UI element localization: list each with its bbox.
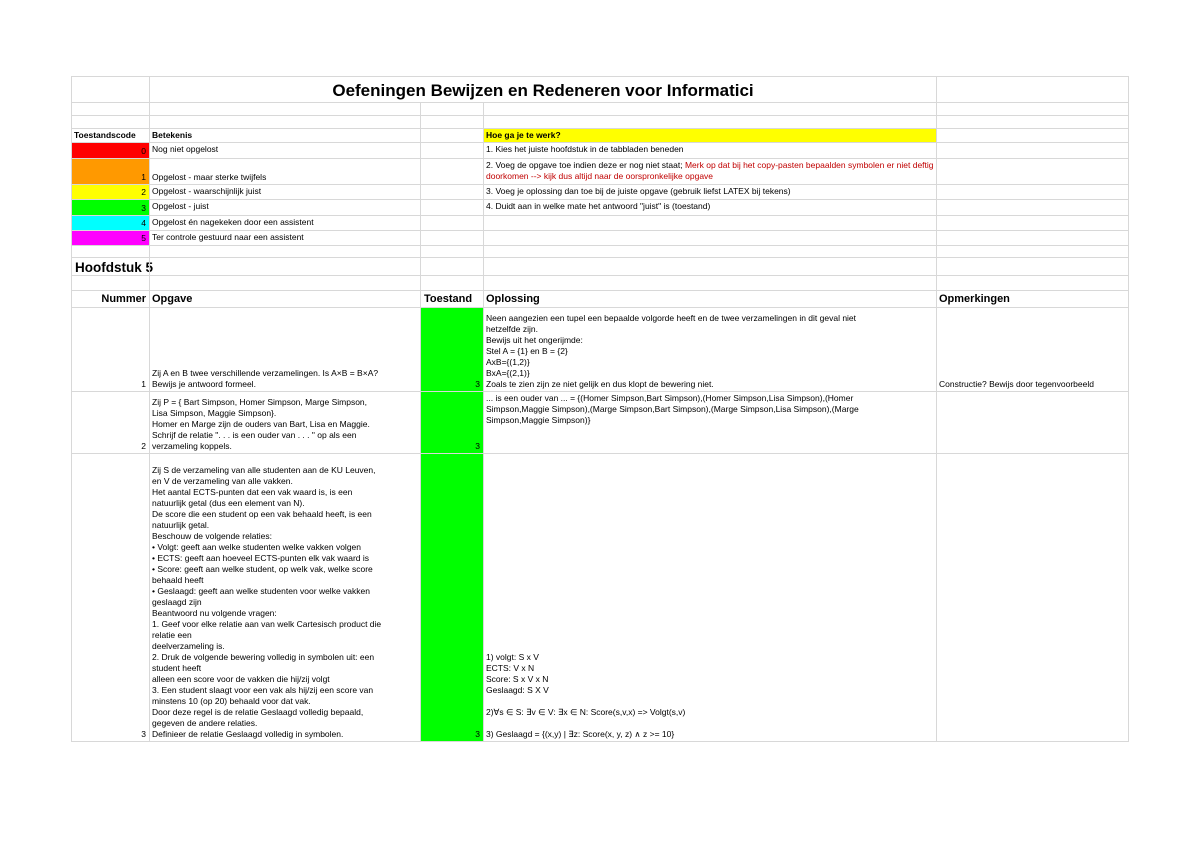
empty-row [71, 246, 1129, 258]
howto-step-2-text: 2. Voeg de opgave toe indien deze er nog niet staat; [486, 160, 685, 170]
exercise-remark[interactable] [936, 454, 1129, 741]
legend-row-5 [71, 231, 1129, 246]
exercise-remark: Constructie? Bewijs door tegenvoorbeeld [939, 379, 1094, 389]
howto-step-4[interactable]: 4. Duidt aan in welke mate het antwoord "juist" is (toestand) [483, 200, 936, 215]
status-code: 5 [141, 233, 146, 243]
column-header-row [71, 291, 1129, 308]
exercise-status-cell[interactable] [420, 454, 483, 741]
column-header-opmerkingen[interactable] [936, 291, 1129, 307]
exercise-question-cell[interactable] [149, 308, 420, 391]
legend-row-2 [71, 185, 1129, 200]
chapter-row [71, 258, 1129, 276]
status-swatch-magenta[interactable] [71, 231, 149, 245]
status-meaning: Opgelost - maar sterke twijfels [152, 172, 267, 182]
status-code: 4 [141, 218, 146, 228]
column-header-label: Nummer [101, 293, 146, 305]
status-meaning[interactable]: Opgelost - waarschijnlijk juist [149, 185, 420, 199]
exercise-question: Zij A en B twee verschillende verzamelingen. Is A×B = B×A? Bewijs je antwoord formeel. [152, 368, 379, 389]
exercise-number-cell[interactable] [71, 392, 149, 453]
status-meaning[interactable]: Nog niet opgelost [149, 143, 420, 158]
column-header-toestand[interactable] [420, 291, 483, 307]
column-header-label: Toestand [424, 293, 473, 305]
status-swatch-red[interactable] [71, 143, 149, 158]
status-swatch-cyan[interactable] [71, 216, 149, 230]
legend-row-4 [71, 216, 1129, 231]
chapter-title: Hoofdstuk 5 [75, 260, 154, 275]
column-header-oplossing[interactable] [483, 291, 936, 307]
column-header-nummer[interactable] [71, 291, 149, 307]
status-swatch-green[interactable] [71, 200, 149, 215]
exercise-status-cell[interactable] [420, 308, 483, 391]
status-code: 3 [141, 203, 146, 213]
column-header-label: Opmerkingen [939, 293, 1010, 305]
howto-step-2[interactable] [483, 159, 936, 184]
exercise-status: 3 [475, 729, 480, 739]
code-header[interactable]: Toestandscode [71, 129, 149, 142]
legend-header-row [71, 129, 1129, 143]
status-code: 1 [141, 172, 146, 182]
howto-header[interactable]: Hoe ga je te werk? [483, 129, 936, 142]
exercise-status: 3 [475, 379, 480, 389]
howto-step-3[interactable]: 3. Voeg je oplossing dan toe bij de juiste opgave (gebruik liefst LATEX bij tekens) [483, 185, 936, 199]
exercise-number-cell[interactable] [71, 454, 149, 741]
exercise-status-cell[interactable] [420, 392, 483, 453]
exercise-solution[interactable]: ... is een ouder van ... = {(Homer Simpson,Bart Simpson),(Homer Simpson,Lisa Simpson),(Homer Simpson,Maggie Simpson),(Marge Simpson,Bart Simpson),(Marge Simpson,Lisa Simpson),(Marge Simpson,Maggie Simpson)} [483, 392, 936, 453]
status-code: 2 [141, 187, 146, 197]
status-meaning[interactable]: Opgelost én nagekeken door een assistent [149, 216, 420, 230]
column-header-label: Opgave [152, 293, 193, 305]
title-row [71, 76, 1129, 103]
exercise-number: 3 [141, 729, 146, 739]
page-title: Oefeningen Bewijzen en Redeneren voor Informatici [332, 81, 754, 100]
exercise-question: Zij P = { Bart Simpson, Homer Simpson, Marge Simpson, Lisa Simpson, Maggie Simpson}. Homer en Marge zijn de ouders van Bart, Lisa en Maggie. Schrijf de relatie ". . . is een ouder van . . . " op als een verzameling koppels. [152, 397, 370, 451]
exercise-number-cell[interactable] [71, 308, 149, 391]
exercise-number: 2 [141, 441, 146, 451]
exercise-solution-cell[interactable] [483, 308, 936, 391]
chapter-cell[interactable] [71, 258, 154, 275]
legend-row-1 [71, 159, 1129, 185]
exercise-question-cell[interactable] [149, 392, 420, 453]
title-cell[interactable] [149, 77, 936, 102]
meaning-header[interactable]: Betekenis [149, 129, 420, 142]
status-swatch-yellow[interactable] [71, 185, 149, 199]
column-header-label: Oplossing [486, 293, 540, 305]
column-header-opgave[interactable] [149, 291, 420, 307]
exercise-remark-cell[interactable] [936, 308, 1129, 391]
howto-step-2-warning: Merk op dat bij het copy-pasten bepaalden symbolen er niet deftig doorkomen --> kijk dus altijd naar de oorspronkelijke opgave [486, 160, 934, 181]
status-meaning-cell[interactable] [149, 159, 420, 184]
status-meaning[interactable]: Opgelost - juist [149, 200, 420, 215]
empty-row [71, 276, 1129, 291]
exercise-solution: 1) volgt: S x V ECTS: V x N Score: S x V x N Geslaagd: S X V 2)∀s ∈ S: ∃v ∈ V: ∃x ∈ N: Score(s,v,x) => Volgt(s,v) 3) Geslaagd = {(x,y) | ∃z: Score(x, y, z) ∧ z >= 10} [486, 652, 686, 739]
empty-row [71, 103, 1129, 116]
table-row [71, 454, 1129, 742]
exercise-status: 3 [475, 441, 480, 451]
exercise-number: 1 [141, 379, 146, 389]
exercise-question-cell[interactable] [149, 454, 420, 741]
exercise-solution-cell[interactable] [483, 454, 936, 741]
status-swatch-orange[interactable] [71, 159, 149, 184]
howto-step-1[interactable]: 1. Kies het juiste hoofdstuk in de tabbladen beneden [483, 143, 936, 158]
status-meaning[interactable]: Ter controle gestuurd naar een assistent [149, 231, 420, 245]
table-row [71, 308, 1129, 392]
legend-row-3 [71, 200, 1129, 216]
exercise-question: Zij S de verzameling van alle studenten aan de KU Leuven, en V de verzameling van alle vakken. Het aantal ECTS-punten dat een vak waard is, is een natuurlijk getal (dus een element van N). De score die een student op een vak behaald heeft, is een natuurlijk getal. Beschouw de volgende relaties: • Volgt: geeft aan welke studenten welke vakken volgen • ECTS: geeft aan hoeveel ECTS-punten elk vak waard is • Score: geeft aan welke student, op welk vak, welke score behaald heeft • Geslaagd: geeft aan welke studenten voor welke vakken geslaagd zijn Beantwoord nu volgende vragen: 1. Geef voor elke relatie aan van welk Cartesisch product die relatie een deelverzameling is. 2. Druk de volgende bewering volledig in symbolen uit: een student heeft alleen een score voor de vakken die hij/zij volgt 3. Een student slaagt voor een vak als hij/zij een score van minstens 10 (op 20) behaald voor dat vak. Door deze regel is de relatie Geslaagd volledig bepaald, gegeven de andere relaties. Definieer de relatie Geslaagd volledig in symbolen. [152, 465, 382, 739]
status-code: 0 [141, 146, 146, 156]
exercise-remark[interactable] [936, 392, 1129, 453]
legend-row-0 [71, 143, 1129, 159]
exercise-solution: Neen aangezien een tupel een bepaalde volgorde heeft en de twee verzamelingen in dit geval niet hetzelfde zijn. Bewijs uit het ongerijmde: Stel A = {1} en B = {2} AxB={(1,2)} BxA={(2,1)} Zoals te zien zijn ze niet gelijk en dus klopt de bewering niet. [486, 313, 857, 389]
empty-row [71, 116, 1129, 129]
table-row [71, 392, 1129, 454]
